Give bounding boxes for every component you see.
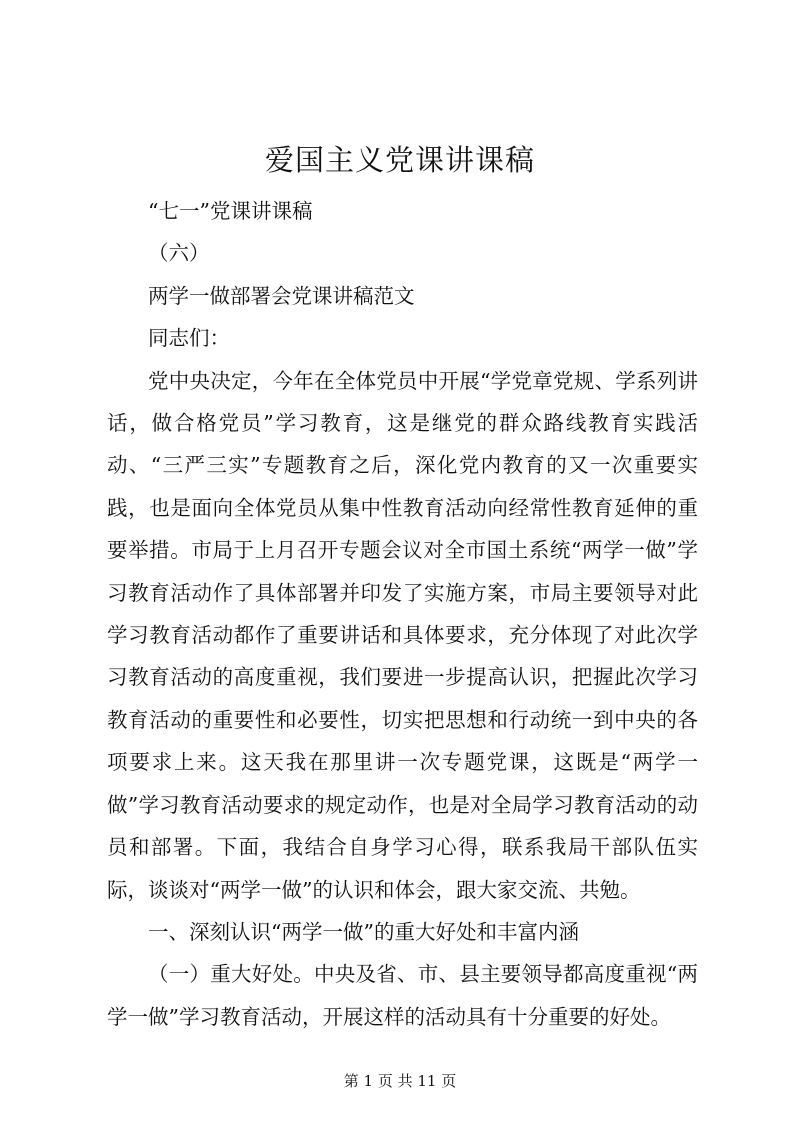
page-footer: 第 1 页 共 11 页 bbox=[343, 1072, 457, 1090]
document-body bbox=[107, 190, 698, 1038]
subtitle-line: “七一”党课讲课稿 bbox=[148, 199, 313, 223]
speech-title: 两学一做部署会党课讲稿范文 bbox=[148, 283, 415, 308]
body-paragraph: （一）重大好处。中央及省、市、县主要领导都高度重视“两学一做”学习教育活动，开展这样的活动具有十分重要的好处。 bbox=[107, 962, 698, 1029]
section-heading: 一、深刻认识“两学一做”的重大好处和丰富内涵 bbox=[148, 919, 579, 944]
salutation: 同志们： bbox=[148, 326, 230, 351]
body-paragraph: 党中央决定，今年在全体党员中开展“学党章党规、学系列讲话，做合格党员”学习教育，这是继党的群众路线教育实践活动、“三严三实”专题教育之后，深化党内教育的又一次重要实践，也是面向全体党员从集中性教育活动向经常性教育延伸的重要举措。市局于上月召开专题会议对全市国土系统“两学一做”学习教育活动作了具体部署并印发了实施方案，市局主要领导对此学习教育活动都作了重要讲话和具体要求，充分体现了对此次学习教育活动的高度重视，我们要进一步提高认识，把握此次学习教育活动的重要性和必要性，切实把思想和行动统一到中央的各项要求上来。这天我在那里讲一次专题党课，这既是“两学一做”学习教育活动要求的规定动作，也是对全局学习教育活动的动员和部署。下面，我结合自身学习心得，联系我局干部队伍实际，谈谈对“两学一做”的认识和体会，跟大家交流、共勉。 bbox=[107, 368, 698, 902]
section-number: （六） bbox=[148, 241, 210, 266]
document-title: 爱国主义党课讲课稿 bbox=[264, 143, 535, 177]
